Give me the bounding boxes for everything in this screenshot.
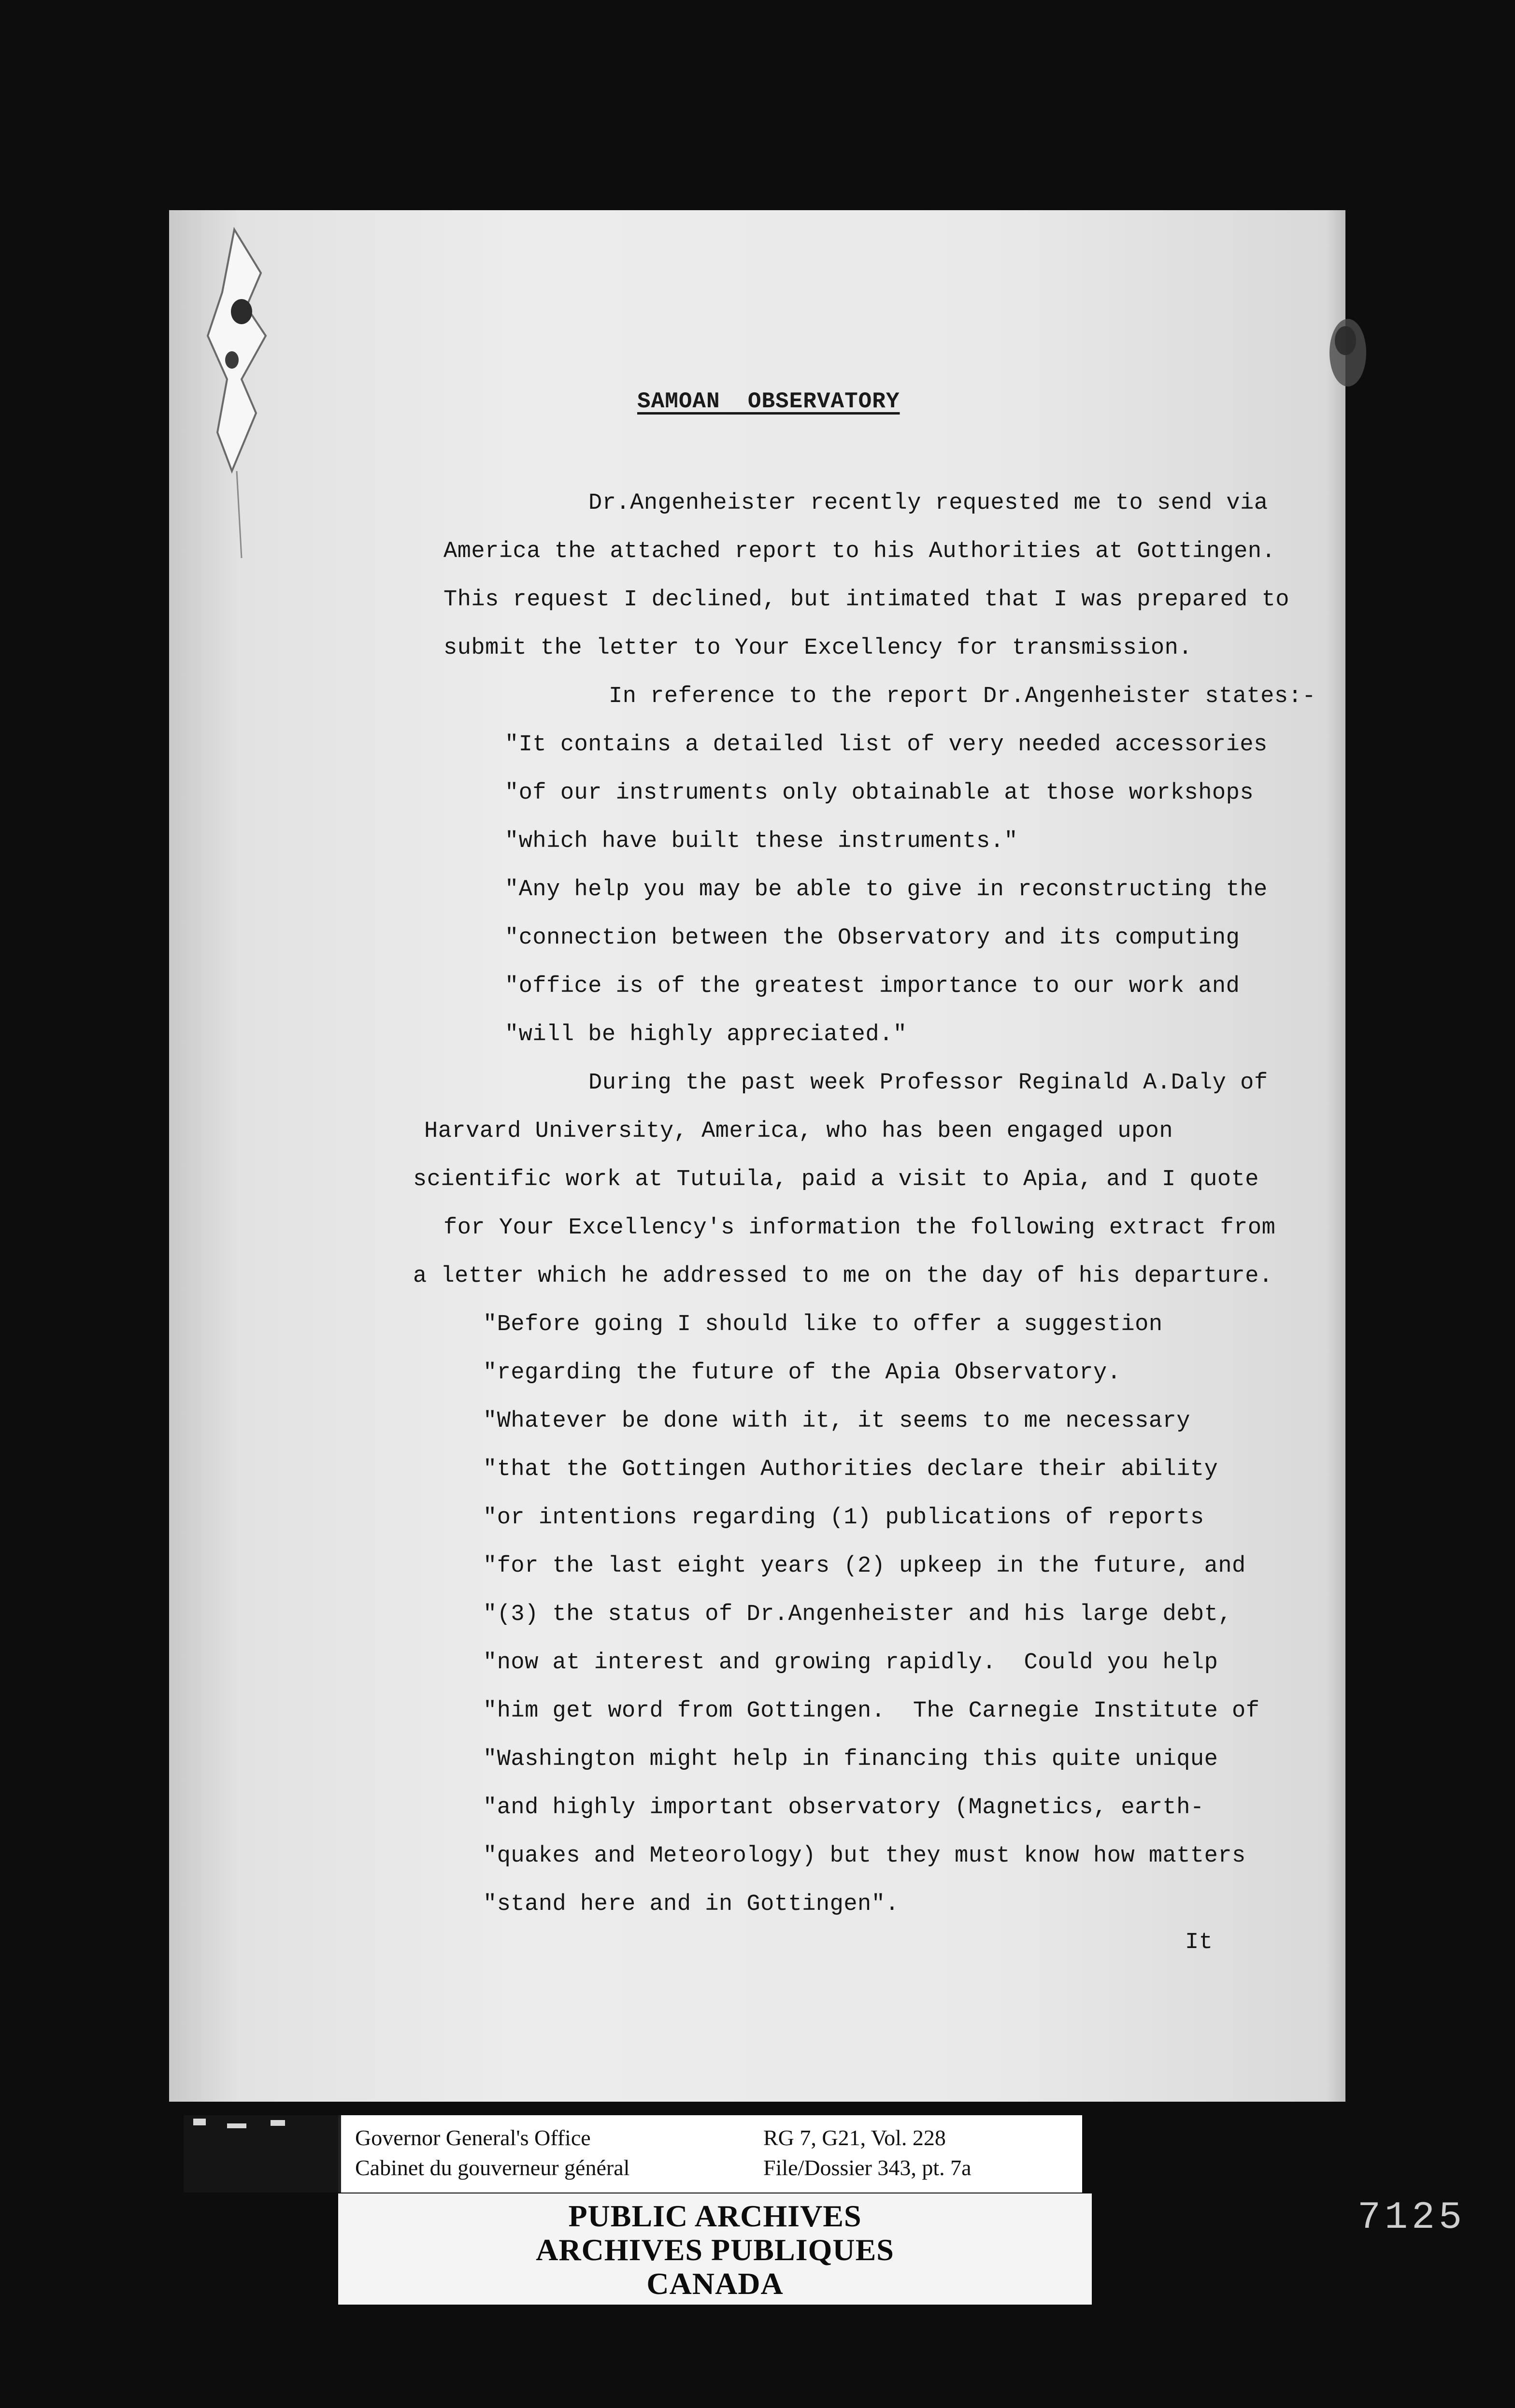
document-title: SAMOAN OBSERVATORY bbox=[637, 389, 900, 414]
page-number: 7125 bbox=[1358, 2196, 1466, 2240]
archives-stamp bbox=[338, 2193, 1092, 2305]
text-line: "will be highly appreciated." bbox=[505, 1022, 907, 1047]
text-line: Harvard University, America, who has been engaged upon bbox=[424, 1118, 1173, 1144]
text-line: "quakes and Meteorology) but they must know how matters bbox=[483, 1843, 1246, 1869]
text-line: Dr.Angenheister recently requested me to send via bbox=[588, 490, 1268, 516]
text-line: "for the last eight years (2) upkeep in the future, and bbox=[483, 1553, 1246, 1579]
text-line: "him get word from Gottingen. The Carnegie Institute of bbox=[483, 1698, 1260, 1724]
text-line: In reference to the report Dr.Angenheister states:- bbox=[609, 684, 1316, 709]
text-line: submit the letter to Your Excellency for transmission. bbox=[443, 635, 1193, 661]
film-mark bbox=[227, 2123, 246, 2128]
office-english: Governor General's Office bbox=[355, 2125, 591, 2150]
text-line: "that the Gottingen Authorities declare their ability bbox=[483, 1457, 1218, 1482]
film-mark bbox=[271, 2120, 285, 2126]
stamp-line-3: CANADA bbox=[646, 2266, 784, 2301]
archive-reference-label bbox=[184, 2115, 1082, 2193]
text-line: "of our instruments only obtainable at those workshops bbox=[505, 780, 1254, 806]
file-reference: File/Dossier 343, pt. 7a bbox=[763, 2155, 972, 2180]
text-line: for Your Excellency's information the following extract from bbox=[443, 1215, 1276, 1241]
text-line: "It contains a detailed list of very needed accessories bbox=[505, 732, 1268, 758]
stamp-line-2: ARCHIVES PUBLIQUES bbox=[536, 2233, 894, 2267]
text-line: "which have built these instruments." bbox=[505, 829, 1018, 854]
text-line: "stand here and in Gottingen". bbox=[483, 1892, 900, 1917]
text-line: a letter which he addressed to me on the day of his departure. bbox=[413, 1263, 1273, 1289]
record-group-reference: RG 7, G21, Vol. 228 bbox=[763, 2125, 946, 2150]
label-divider bbox=[338, 2115, 341, 2193]
text-line: "Before going I should like to offer a suggestion bbox=[483, 1312, 1163, 1337]
text-line: "connection between the Observatory and its computing bbox=[505, 925, 1240, 951]
text-line: "Any help you may be able to give in reconstructing the bbox=[505, 877, 1268, 903]
catchword: It bbox=[1185, 1930, 1213, 1955]
text-line: "Whatever be done with it, it seems to me necessary bbox=[483, 1408, 1190, 1434]
torn-corner-mark bbox=[188, 220, 280, 597]
text-line: "or intentions regarding (1) publications of reports bbox=[483, 1505, 1204, 1531]
text-line: America the attached report to his Authorities at Gottingen. bbox=[443, 539, 1276, 564]
page-edge-shadow bbox=[1326, 210, 1345, 2102]
text-line: "regarding the future of the Apia Observatory. bbox=[483, 1360, 1121, 1386]
text-line: "office is of the greatest importance to our work and bbox=[505, 974, 1240, 999]
film-mark bbox=[193, 2119, 206, 2125]
text-line: This request I declined, but intimated that I was prepared to bbox=[443, 587, 1289, 613]
text-line: During the past week Professor Reginald A.Daly of bbox=[588, 1070, 1268, 1096]
office-french: Cabinet du gouverneur général bbox=[355, 2155, 630, 2180]
label-dark-panel bbox=[184, 2115, 338, 2193]
text-line: "and highly important observatory (Magnetics, earth- bbox=[483, 1795, 1204, 1820]
stamp-line-1: PUBLIC ARCHIVES bbox=[568, 2199, 862, 2233]
text-line: "now at interest and growing rapidly. Could you help bbox=[483, 1650, 1218, 1676]
text-line: "Washington might help in financing this quite unique bbox=[483, 1747, 1218, 1772]
text-line: "(3) the status of Dr.Angenheister and his large debt, bbox=[483, 1602, 1232, 1627]
text-line: scientific work at Tutuila, paid a visit to Apia, and I quote bbox=[413, 1167, 1259, 1192]
ink-smudge bbox=[1319, 307, 1377, 399]
